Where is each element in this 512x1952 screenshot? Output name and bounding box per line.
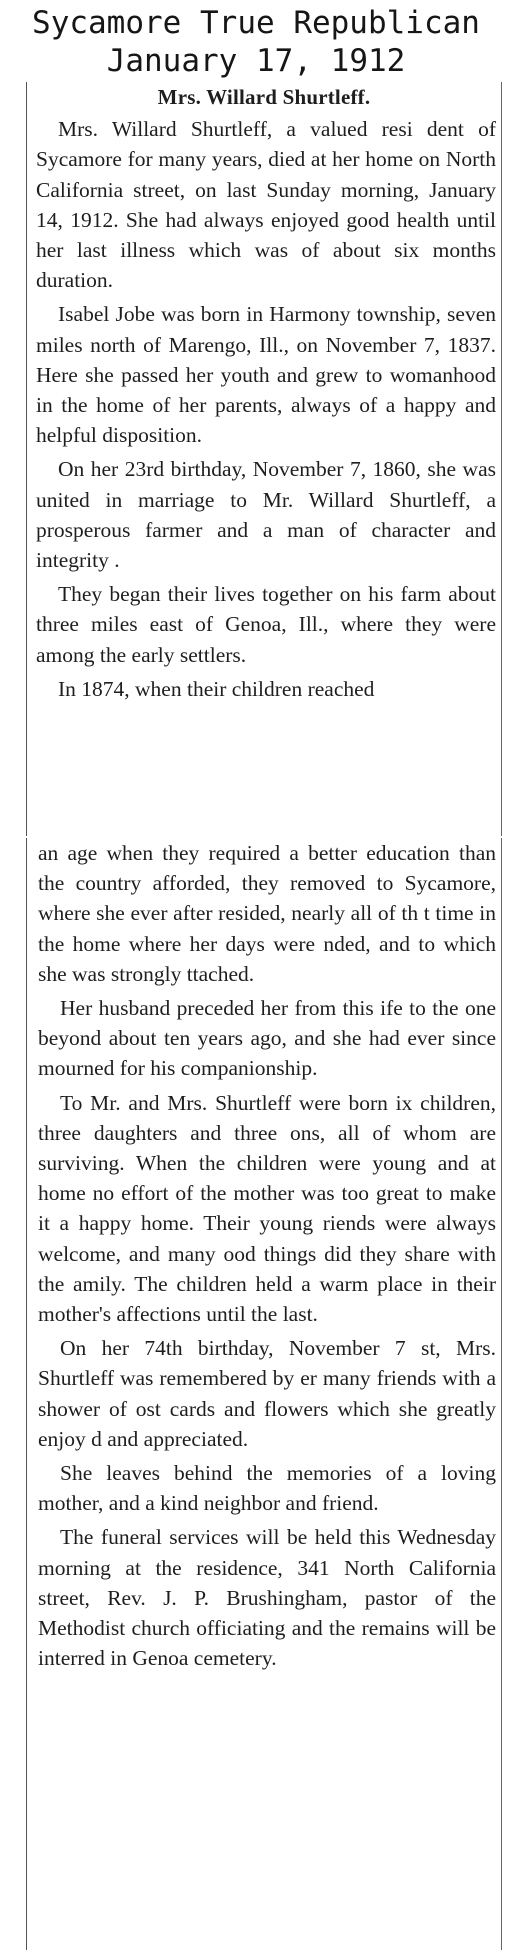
clipping-lower	[24, 838, 504, 1950]
clipping-upper	[24, 82, 504, 836]
column-rule-left	[26, 838, 27, 1950]
paragraph: To Mr. and Mrs. Shurtleff were born ix children, three daughters and three ons, all of whom are surviving. When the children were young and at home no effort of the mother was too great to make it a happy home. Their young riends were always welcome, and many ood things did they share with the amily. The children held a warm place in their mother's affections until the last.	[38, 1090, 496, 1327]
paragraph: The funeral services will be held this Wednesday morning at the residence, 341 North California street, Rev. J. P. Brushingham, pastor of the Methodist church officiating and the remains will be interred in Genoa cemetery.	[38, 1525, 496, 1671]
paragraph: In 1874, when their children reached	[58, 676, 375, 701]
publication-name: Sycamore True Republican	[32, 5, 480, 41]
publication-date: January 17, 1912	[106, 43, 406, 79]
paragraph: an age when they required a better education than the country afforded, they removed to Sycamore, where she ever after resided, nearly all of th t time in the home where her days were nded, and to which she was strongly ttached.	[38, 841, 496, 986]
paragraph: On her 74th birthday, November 7 st, Mrs. Shurtleff was remembered by er many friends with a shower of ost cards and flowers which she greatly enjoy d and appreciated.	[38, 1336, 496, 1451]
paragraph: Isabel Jobe was born in Harmony township, seven miles north of Marengo, Ill., on November 7, 1837. Here she passed her youth and grew to womanhood in the home of her parents, always of a happy and helpful disposition.	[36, 302, 496, 448]
paragraph: She leaves behind the memories of a loving mother, and a kind neighbor and friend.	[38, 1461, 496, 1516]
paragraph: They began their lives together on his farm about three miles east of Genoa, Ill., where they were among the early settlers.	[36, 582, 496, 667]
paragraph: On her 23rd birthday, November 7, 1860, she was united in marriage to Mr. Willard Shurtleff, a prosperous farmer and a man of character and integrity .	[36, 457, 496, 573]
paragraph: Her husband preceded her from this ife to the one beyond about ten years ago, and she had ever since mourned for his companionship.	[38, 996, 496, 1081]
column-rule-left	[26, 82, 27, 836]
column-rule-right	[501, 838, 502, 1950]
article-title: Mrs. Willard Shurtleff.	[157, 85, 371, 109]
masthead	[0, 0, 512, 80]
paragraph: Mrs. Willard Shurtleff, a valued resi dent of Sycamore for many years, died at her home on North California street, on last Sunday morning, January 14, 1912. She had always enjoyed good health until her last illness which was of about six months duration.	[36, 117, 496, 293]
column-rule-right	[501, 82, 502, 836]
